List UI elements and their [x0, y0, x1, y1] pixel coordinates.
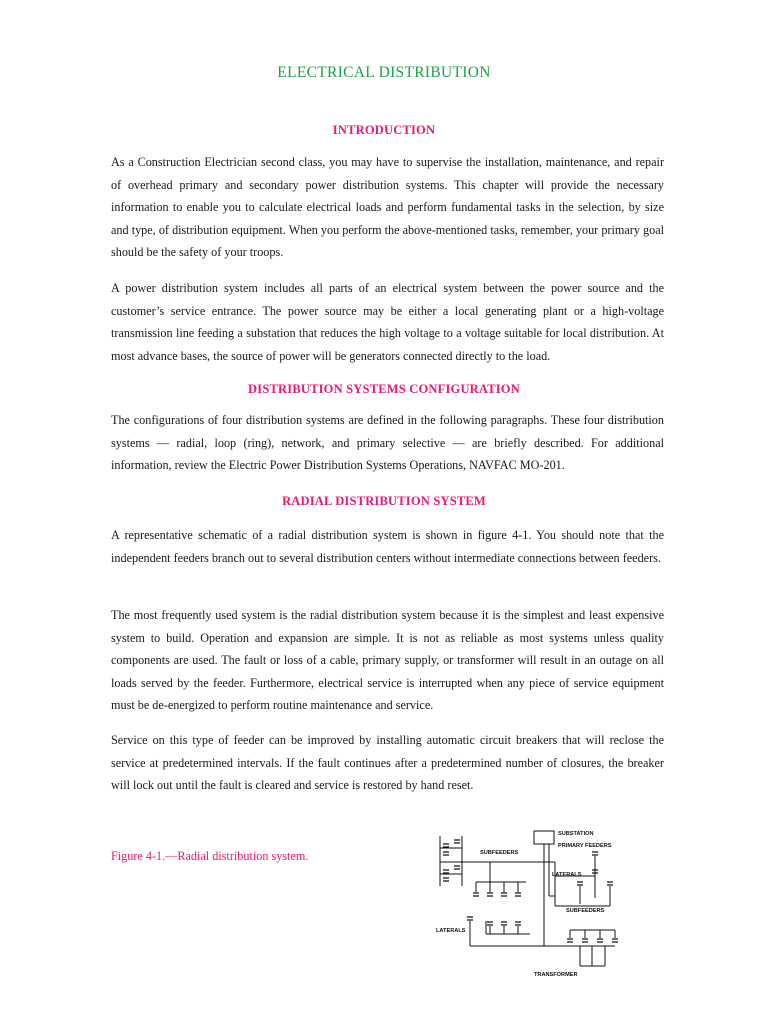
radial-distribution-schematic [430, 826, 632, 986]
paragraph-intro-2: A power distribution system includes all parts of an electrical system between the power source and the customer’s service entrance. The power source may be either a local generating plant or a high-voltage transmission line feeding a substation that reduces the high voltage to a voltage suitable for local distribution. At most advance bases, the source of power will be generators connected directly to the load. [111, 281, 664, 363]
section-heading-radial: RADIAL DISTRIBUTION SYSTEM [282, 494, 486, 508]
section-heading-configuration: DISTRIBUTION SYSTEMS CONFIGURATION [248, 382, 520, 396]
paragraph-intro-1: As a Construction Electrician second class, you may have to supervise the installation, maintenance, and repair of overhead primary and secondary power distribution systems. This chapter will provide the necessary information to enable you to calculate electrical loads and perform fundamental tasks in the selection, by size and type, of distribution equipment. When you perform the above-mentioned tasks, remember, your primary goal should be the safety of your troops. [111, 155, 664, 259]
label-subfeeders-right: SUBFEEDERS [566, 908, 605, 914]
paragraph-radial-3: Service on this type of feeder can be improved by installing automatic circuit breakers that will reclose the service at predetermined intervals. If the fault continues after a predetermined number of closures, the breaker will lock out until the fault is cleared and service is restored by hand reset. [111, 733, 664, 792]
label-substation: SUBSTATION [558, 831, 594, 837]
section-heading-introduction: INTRODUCTION [332, 123, 436, 137]
label-subfeeders-left: SUBFEEDERS [480, 850, 519, 856]
substation-box [534, 831, 554, 844]
paragraph-radial-2: The most frequently used system is the radial distribution system because it is the simplest and least expensive system to build. Operation and expansion are simple. It is not as reliable as most systems unless quality components are used. The fault or loss of a cable, primary supply, or transformer will result in an outage on all loads served by the feeder. Furthermore, electrical service is interrupted when any piece of service equipment must be de-energized to perform routine maintenance and service. [111, 608, 664, 712]
document-title: ELECTRICAL DISTRIBUTION [277, 64, 491, 81]
label-laterals-right: LATERALS [552, 872, 582, 878]
paragraph-radial-1: A representative schematic of a radial distribution system is shown in figure 4-1. You should note that the independent feeders branch out to several distribution centers without intermediate connections between feeders. [111, 528, 664, 565]
figure-caption: Figure 4-1.—Radial distribution system. [111, 849, 309, 863]
label-laterals-bottom: LATERALS [436, 928, 466, 934]
radial-distribution-figure [430, 826, 632, 986]
label-transformer: TRANSFORMER [534, 972, 578, 978]
paragraph-configuration-1: The configurations of four distribution systems are defined in the following paragraphs. These four distribution systems — radial, loop (ring), network, and primary selective — are briefly described. For additional information, review the Electric Power Distribution Systems Operations, NAVFAC MO-201. [111, 413, 664, 472]
label-primary-feeders: PRIMARY FEEDERS [558, 843, 612, 849]
